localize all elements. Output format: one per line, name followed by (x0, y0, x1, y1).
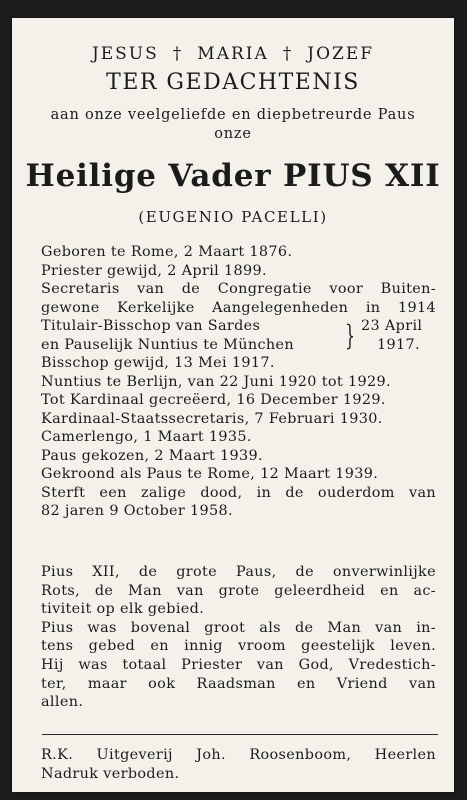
bio-sardes-block (41, 317, 436, 354)
bio-line: Sterft een zalige dood, in de ouderdom van (41, 484, 436, 501)
tribute-text (41, 563, 436, 712)
publisher-line: R.K. Uitgeverij Joh. Roosenboom, Heerlen (41, 747, 436, 763)
tribute-line: Rots, de Man van grote geleerdheid en ac- (41, 582, 436, 599)
tribute-line: tiviteit op elk gebied. (41, 601, 205, 618)
biography (41, 243, 436, 521)
cross-icon: † (172, 44, 184, 64)
cross-icon: † (282, 44, 294, 64)
publisher-footer (41, 746, 436, 783)
bio-line: Gekroond als Paus te Rome, 12 Maart 1939. (41, 466, 379, 482)
invocation-line (12, 44, 454, 64)
bio-line: Kardinaal-Staatssecretaris, 7 Februari 1930. (41, 410, 383, 427)
bio-line: Bisschop gewijd, 13 Mei 1917. (41, 355, 275, 371)
tribute-line: Pius XII, de grote Paus, de onverwinlijke (41, 564, 436, 580)
copyright-line: Nadruk verboden. (41, 765, 180, 782)
bio-line: 82 jaren 9 October 1958. (41, 503, 233, 519)
bio-line: Camerlengo, 1 Maart 1935. (41, 429, 252, 445)
divider (42, 734, 438, 735)
pope-name: Heilige Vader PIUS XII (25, 158, 441, 194)
bio-line: en Pauselijk Nuntius te München (41, 336, 294, 353)
invocation-jesus: JESUS (91, 44, 159, 64)
bio-line: Geboren te Rome, 2 Maart 1876. (41, 244, 293, 260)
tribute-line: Hij was totaal Priester van God, Vredestich- (41, 656, 436, 673)
dedication-line: aan onze veelgeliefde en diepbetreurde Paus (50, 107, 416, 123)
bio-date: 1917. (377, 336, 420, 353)
bio-date: 23 April (361, 318, 423, 334)
tribute-line: Pius was bovenal groot als de Man van in- (41, 619, 436, 636)
bio-line: Nuntius te Berlijn, van 22 Juni 1920 tot 1929. (41, 373, 391, 390)
brace-icon: } (345, 319, 356, 352)
dedication-onze: onze (214, 126, 252, 142)
invocation-maria: MARIA (197, 44, 269, 64)
bio-line: gewone Kerkelijke Aangelegenheden in 1914 (41, 299, 436, 316)
bio-line: Secretaris van de Congregatie voor Buiten- (41, 281, 436, 297)
invocation-jozef: JOZEF (307, 44, 375, 64)
bio-line: Titulair-Bisschop van Sardes (41, 318, 261, 334)
memorial-card (12, 18, 454, 792)
memory-heading: TER GEDACHTENIS (106, 70, 360, 95)
bio-line: Tot Kardinaal gecreëerd, 16 December 1929. (41, 392, 386, 408)
bio-line: Priester gewijd, 2 April 1899. (41, 262, 267, 279)
birth-name: (EUGENIO PACELLI) (138, 208, 328, 226)
bio-line: Paus gekozen, 2 Maart 1939. (41, 447, 263, 464)
tribute-line: tens gebed en innig vroom geestelijk leven. (41, 638, 436, 655)
tribute-line: ter, maar ook Raadsman en Vriend van (41, 675, 436, 692)
tribute-line: allen. (41, 694, 84, 711)
